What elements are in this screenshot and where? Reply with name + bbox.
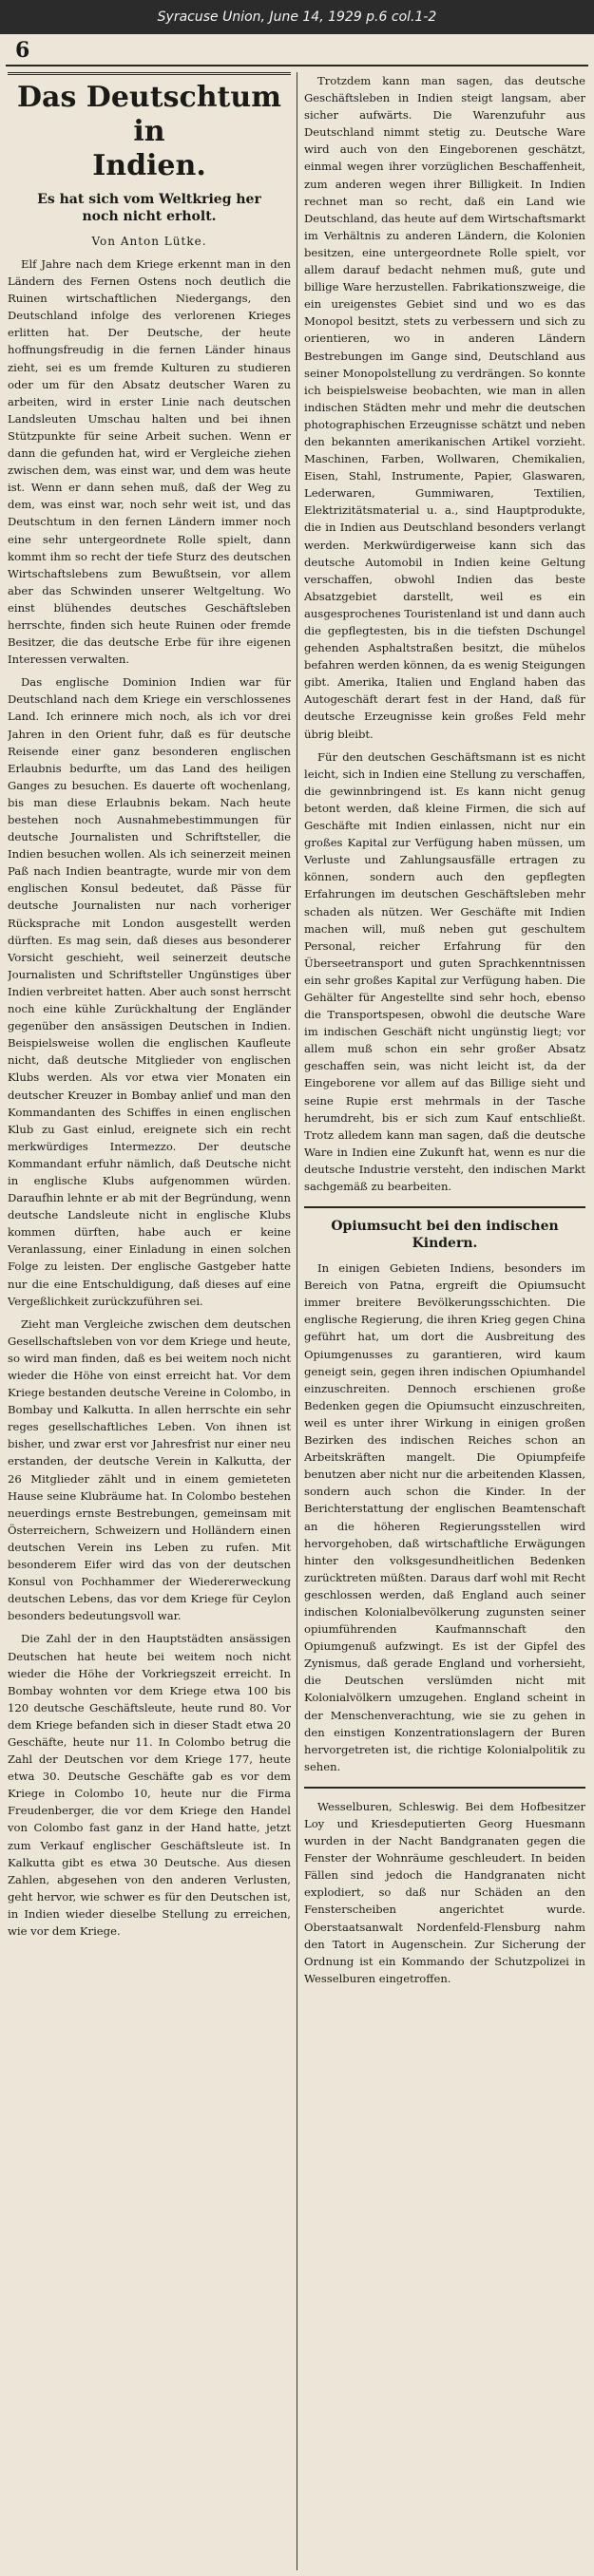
news-item-paragraph: Wesselburen, Schleswig. Bei dem Hofbesitzer Loy und Kriesdeputierten Georg Huesmann wurden in der Nacht Bandgranaten gegen die Fenster der Wohnräume geschleudert. In beiden Fällen sind jedoch die Handgranaten nicht explodiert, so daß nur Schäden an den Fensterscheiben angerichtet wurde. Oberstaatsanwalt Nordenfeld-Flensburg nahm den Tatort in Augenschein. Zur Sicherung der Ordnung ist ein Kommando der Schutzpolizei in Wesselburen eingetroffen. [304, 1799, 585, 1985]
right-column [304, 72, 585, 2570]
image-caption: Syracuse Union, June 14, 1929 p.6 col.1-2 [0, 0, 594, 34]
article-paragraph: Zieht man Vergleiche zwischen dem deutschen Gesellschaftsleben von vor dem Kriege und heute, so wird man finden, daß es bei weitem noch nicht wieder die Höhe von einst erreicht hat. Vor dem Kriege bestanden deutsche Vereine in Colombo, in Bombay und Kalkutta. In allen herrschte ein sehr reges gesellschaftliches Leben. Von ihnen ist bisher, und zwar erst vor Jahresfrist nur einer neu erstanden, der deutsche Verein in Kalkutta, der 26 Mitglieder zählt und in einem gemieteten Hause seine Klubräume hat. In Colombo bestehen neuerdings ernste Bestrebungen, gemeinsam mit Österreichern, Schweizern und Holländern einen deutschen Verein ins Leben zu rufen. Mit besonderem Eifer wird das von der deutschen Konsul von Pochhammer der Wiedererweckung deutschen Lebens, das vor dem Kriege für Ceylon besonders bedeutungsvoll war. [8, 1316, 291, 1623]
section-separator [304, 1206, 585, 1208]
left-column [8, 72, 291, 2570]
opium-article-paragraph: In einigen Gebieten Indiens, besonders im Bereich von Patna, ergreift die Opiumsucht immer breitere Bevölkerungsschichten. Die englische Regierung, die ihren Krieg gegen China geführt hat, um dort die Ausbreitung des Opiumgenusses zu garantieren, wird kaum geneigt sein, gegen ihren indischen Opiumhandel einzuschreiten. Dennoch erschienen große Bedenken gegen die Opiumsucht einzuschreiten, weil es unter ihrer Wirkung in einigen großen Bezirken des indischen Reiches schon an Arbeitskräften mangelt. Die Opiumpfeife benutzen aber nicht nur die arbeitenden Klassen, sondern auch schon die Kinder. In der Berichterstattung der englischen Beamtenschaft an die höheren Regierungsstellen wird hervorgehoben, daß wirtschaftliche Erwägungen hinter den volksgesundheitlichen Bedenken zurücktreten müßten. Daraus darf wohl mit Recht geschlossen werden, daß England auch seiner indischen Kolonialbevölkerung zugunsten seiner opiumführenden Kaufmannschaft den Opiumgenuß aufzwingt. Es ist der Gipfel des Zynismus, daß gerade England und vorhersieht, die Deutschen verslümden nicht mit Kolonialvölkern umzugehen. England scheint in der Menschenverachtung, wie sie zu gehen in den einstigen Konzentrationslagern der Buren hervorgetreten ist, die richtige Kolonialpolitik zu sehen. [304, 1261, 585, 1773]
article-paragraph: Das englische Dominion Indien war für Deutschland nach dem Kriege ein verschlossenes Land. Ich erinnere mich noch, als ich vor drei Jahren in den Orient fuhr, daß es für deutsche Reisende einer ganz besonderen englischen Erlaubnis bedurfte, um das Land des heiligen Ganges zu besuchen. Es dauerte oft wochenlang, bis man diese Erlaubnis bekam. Nach heute bestehen noch Ausnahmebestimmungen für deutsche Journalisten und Schriftsteller, die Indien besuchen wollen. Als ich seinerzeit meinen Paß nach Indien beantragte, wurde mir von dem englischen Konsul bedeutet, daß Pässe für deutsche Journalisten nur nach vorheriger Rücksprache mit London ausgestellt werden dürften. Es mag sein, daß dieses aus besonderer Vorsicht geschieht, weil seinerzeit deutsche Journalisten und Schriftsteller Ungünstiges über Indien verbreitet hatten. Aber auch sonst herrscht noch eine kühle Zurückhaltung der Engländer gegenüber den ansässigen Deutschen in Indien. Beispielsweise wollen die englischen Kaufleute nicht, daß deutsche Mitglieder von englischen Klubs werden. Als vor etwa vier Monaten ein deutscher Kreuzer in Bombay anlief und man den Kommandanten des Schiffes in einen englischen Klub zu Gast einlud, ereignete sich ein recht merkwürdiges Intermezzo. Der deutsche Kommandant erfuhr nämlich, daß Deutsche nicht in englische Klubs aufgenommen würden. Daraufhin lehnte er ab mit der Begründung, wenn deutsche Landsleute nicht in englische Klubs kommen dürften, habe auch er keine Veranlassung, einer Einladung in einen solchen Folge zu leisten. Der englische Gastgeber hatte nur die eine Entschuldigung, daß dieses auf eine Vergeßlichkeit zurückzuführen sei. [8, 675, 291, 1308]
article-paragraph: Elf Jahre nach dem Kriege erkennt man in den Ländern des Fernen Ostens noch deutlich die Ruinen wirtschaftlichen Niedergangs, den Deutschland infolge des verlorenen Krieges erlitten hat. Der Deutsche, der heute hoffnungsfreudig in die fernen Länder hinaus zieht, sei es um fremde Kulturen zu studieren oder um für den Absatz deutscher Waren zu arbeiten, wird in erster Linie nach deutschen Landsleuten Umschau halten und bei ihnen Stützpunkte für seine Arbeit suchen. Wenn er dann die gefunden hat, wird er Vergleiche ziehen zwischen dem, was einst war, und dem was heute ist. Wenn er dann sehen muß, daß der Weg zu dem, was einst war, noch sehr weit ist, und das Deutschtum in den fernen Ländern immer noch eine sehr untergeordnete Rolle spielt, dann kommt ihm so recht der tiefe Sturz des deutschen Wirtschaftslebens zum Bewußtsein, vor allem aber das Schwinden unserer Weltgeltung. Wo einst blühendes deutsches Geschäftsleben herrschte, finden sich heute Ruinen oder fremde Besitzer, die das deutsche Erbe für ihre eigenen Interessen verwalten. [8, 257, 291, 667]
section-separator [304, 1787, 585, 1789]
article-continued-paragraph: Trotzdem kann man sagen, das deutsche Geschäftsleben in Indien steigt langsam, aber sicher aufwärts. Die Warenzufuhr aus Deutschland nimmt stetig zu. Deutsche Ware wird auch von den Eingeborenen geschätzt, einmal wegen ihrer vorzüglichen Beschaffenheit, zum anderen wegen ihrer Billigkeit. In Indien rechnet man so recht, daß ein Land wie Deutschland, das heute auf dem Wirtschaftsmarkt im Verhältnis zu anderen Ländern, die Kolonien besitzen, eine untergeordnete Rolle spielt, vor allem darauf bedacht nehmen muß, gute und billige Ware herzustellen. Fabrikationszweige, die ein ureigenstes Gebiet sind und wo es das Monopol besitzt, stets zu verbessern und sich zu orientieren, wo in anderen Ländern Bestrebungen im Gange sind, Deutschland aus seiner Monopolstellung zu verdrängen. So konnte ich beispielsweise beobachten, wie man in allen indischen Städten mehr und mehr die deutschen photographischen Erzeugnisse schätzt und neben den bekannten amerikanischen Artikel vorzieht. Maschinen, Farben, Wollwaren, Chemikalien, Eisen, Stahl, Instrumente, Papier, Glaswaren, Lederwaren, Gummiwaren, Textilien, Elektrizitätsmaterial u. a., sind Hauptprodukte, die in Indien aus Deutschland besonders verlangt werden. Merkwürdigerweise kann sich das deutsche Automobil in Indien keine Geltung verschaffen, obwohl Indien das beste Absatzgebiet darstellt, weil es ein ausgesprochenes Touristenland ist und dann auch die gepflegtesten, bis in die tiefsten Dschungel gehenden Asphaltstraßen besitzt, die mühelos befahren werden können, da es wenig Steigungen gibt. Amerika, Italien und England haben das Autogeschäft derart fest in der Hand, daß für deutsche Erzeugnisse kein großes Feld mehr übrig bleibt. [304, 74, 585, 741]
article-byline: Von Anton Lütke. [91, 235, 207, 248]
article-paragraph: Die Zahl der in den Hauptstädten ansässigen Deutschen hat heute bei weitem noch nicht wieder die Höhe der Vorkriegszeit erreicht. In Bombay wohnten vor dem Kriege etwa 100 bis 120 deutsche Geschäftsleute, heute rund 80. Vor dem Kriege befanden sich in dieser Stadt etwa 20 Geschäfte, heute nur 11. In Colombo betrug die Zahl der Deutschen vor dem Kriege 177, heute etwa 30. Deutsche Geschäfte gab es vor dem Kriege in Colombo 10, heute nur die Firma Freudenberger, die vor dem Kriege den Handel von Colombo fast ganz in der Hand hatte, jetzt zum Verkauf englischer Geschäftsleute ist. In Kalkutta gibt es etwa 30 Deutsche. Aus diesen Zahlen, abgesehen von den anderen Verlusten, geht hervor, wie schwer es für den Deutschen ist, in Indien wieder dieselbe Stellung zu erreichen, wie vor dem Kriege. [8, 1632, 291, 1938]
top-rule [6, 65, 588, 66]
article-continued-paragraph: Für den deutschen Geschäftsmann ist es nicht leicht, sich in Indien eine Stellung zu verschaffen, die gewinnbringend ist. Es kann nicht genug betont werden, daß kleine Firmen, die sich auf Geschäfte mit Indien einlassen, nicht nur ein großes Kapital zur Verfügung haben müssen, um Verluste und Zahlungsausfälle ertragen zu können, sondern auch den gepflegten Erfahrungen im deutschen Geschäftsleben mehr schaden als nützen. Wer Geschäfte mit Indien machen will, muß neben gut geschultem Personal, reicher Erfahrung für den Überseetransport und guten Sprachkenntnissen ein sehr großes Kapital zur Verfügung haben. Die Gehälter für Angestellte sind sehr hoch, ebenso die Transportspesen, obwohl die deutsche Ware im indischen Geschäft nicht ungünstig liegt; vor allem muß schon ein sehr großer Absatz geschaffen sein, was nicht leicht ist, da der Eingeborene vor allem auf das Billige sieht und seine Rupie erst mehrmals in der Tasche herumdreht, bis er sich zum Kauf entschließt. Trotz alledem kann man sagen, daß die deutsche Ware in Indien eine Zukunft hat, wenn es nur die deutsche Industrie versteht, den indischen Markt sachgemäß zu bearbeiten. [304, 749, 585, 1193]
opium-article-title: Opiumsucht bei den indischen Kindern. [331, 1219, 559, 1252]
page-number: 6 [15, 38, 30, 63]
article-title-line2: Indien. [92, 149, 206, 182]
article-title-line1: Das Deutschtum in [8, 72, 291, 149]
article-subtitle: Es hat sich vom Weltkrieg her noch nicht erholt. [37, 192, 261, 224]
